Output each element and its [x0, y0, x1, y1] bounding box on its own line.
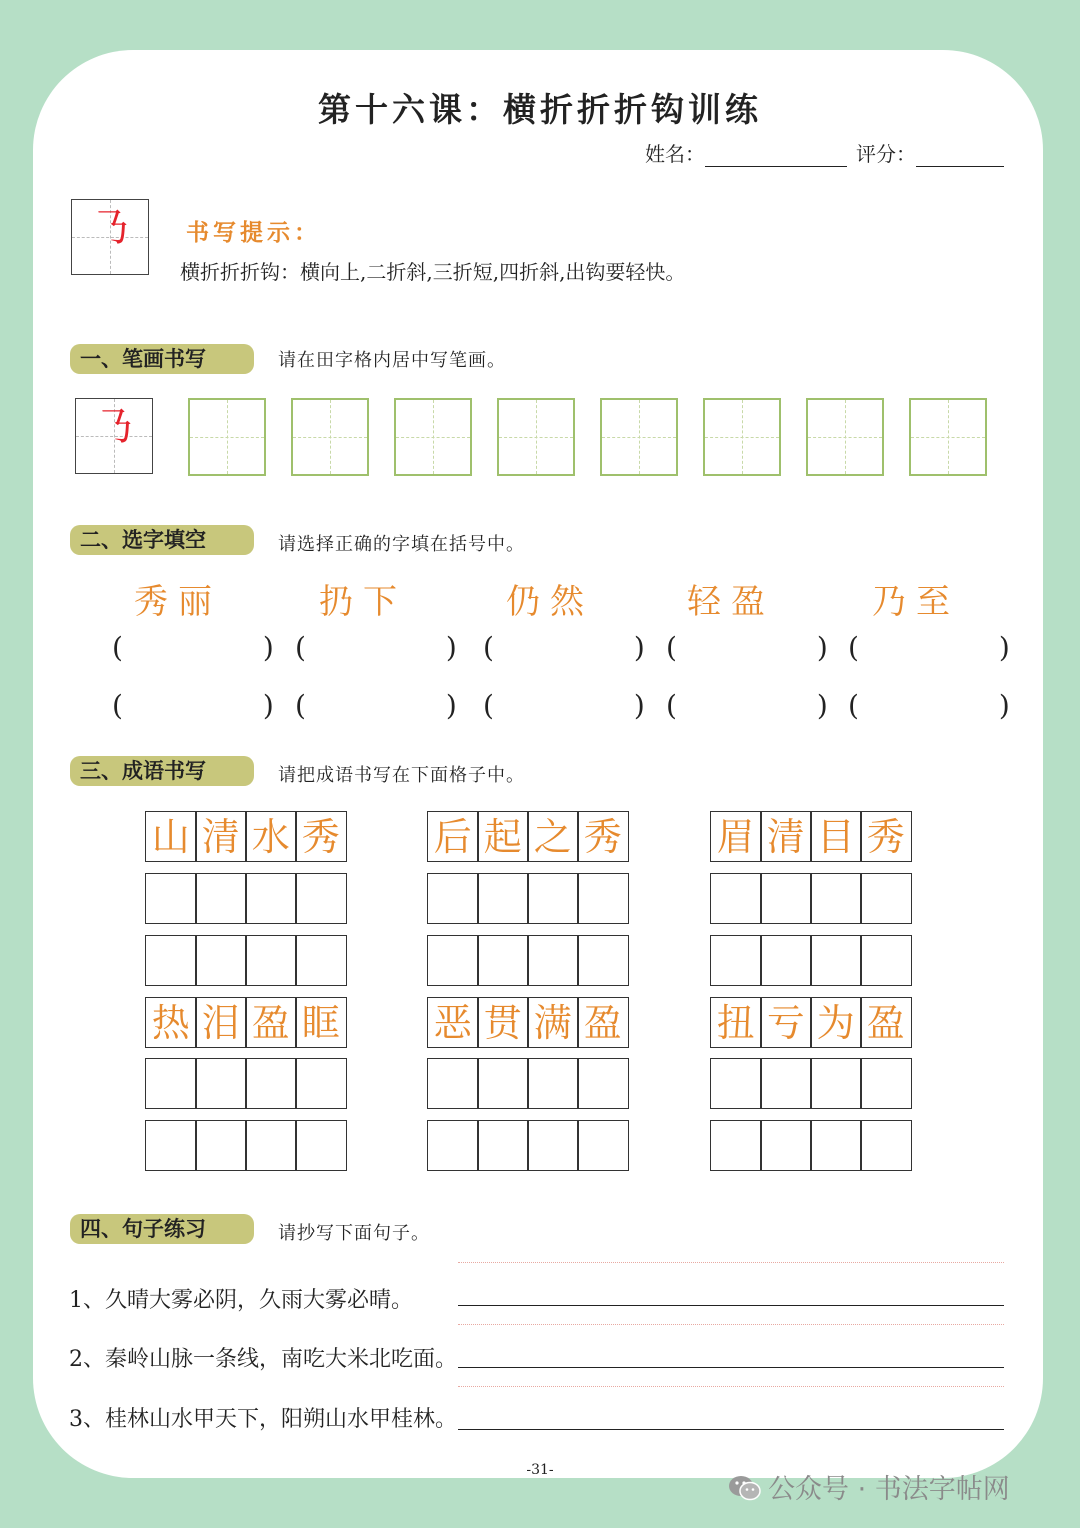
word-choice: 仍然: [506, 582, 594, 622]
practice-cell[interactable]: [477, 873, 529, 924]
practice-grid-box[interactable]: [909, 398, 987, 476]
practice-cell[interactable]: [145, 873, 197, 924]
writing-line[interactable]: [458, 1262, 1004, 1306]
practice-cell[interactable]: [295, 1058, 347, 1109]
practice-grid-box[interactable]: [188, 398, 266, 476]
idiom-row: [710, 811, 912, 862]
practice-cell[interactable]: [527, 1058, 579, 1109]
practice-grid-box[interactable]: [394, 398, 472, 476]
practice-cell[interactable]: [145, 1120, 197, 1171]
idiom-char: 秀: [295, 811, 347, 862]
answer-paren[interactable]: ( ): [666, 631, 828, 664]
practice-grid-box[interactable]: [703, 398, 781, 476]
section-1-instruction: 请在田字格内居中写笔画。: [278, 350, 506, 371]
wechat-icon: [728, 1474, 762, 1502]
idiom-char: 盈: [245, 997, 297, 1048]
watermark: [728, 1467, 1010, 1506]
practice-cell[interactable]: [427, 1058, 479, 1109]
practice-cell[interactable]: [710, 1058, 762, 1109]
stroke-glyph: ㇡: [88, 204, 131, 253]
sentence-3: 3、桂林山水甲天下，阳朔山水甲桂林。: [69, 1407, 457, 1432]
practice-row[interactable]: [427, 1120, 629, 1171]
practice-row[interactable]: [145, 873, 347, 924]
practice-cell[interactable]: [427, 1120, 479, 1171]
idiom-char: 之: [527, 811, 579, 862]
practice-cell[interactable]: [195, 1120, 247, 1171]
practice-cell[interactable]: [195, 935, 247, 986]
practice-cell[interactable]: [295, 1120, 347, 1171]
example-stroke-box: [71, 199, 149, 275]
answer-paren[interactable]: ( ): [112, 689, 274, 722]
idiom-char: 山: [145, 811, 197, 862]
practice-cell[interactable]: [860, 935, 912, 986]
practice-cell[interactable]: [527, 873, 579, 924]
section-4-instruction: 请抄写下面句子。: [278, 1223, 430, 1244]
idiom-char: 热: [145, 997, 197, 1048]
writing-line[interactable]: [458, 1324, 1004, 1368]
idiom-char: 眉: [710, 811, 762, 862]
practice-cell[interactable]: [860, 1058, 912, 1109]
stroke-glyph-sample: ㇡: [92, 403, 135, 452]
idiom-char: 为: [810, 997, 862, 1048]
idiom-char: 后: [427, 811, 479, 862]
idiom-row: [145, 997, 347, 1048]
name-blank[interactable]: [705, 146, 847, 167]
practice-cell[interactable]: [477, 1120, 529, 1171]
practice-cell[interactable]: [577, 1058, 629, 1109]
idiom-char: 清: [195, 811, 247, 862]
practice-cell[interactable]: [810, 935, 862, 986]
idiom-char: 起: [477, 811, 529, 862]
answer-paren[interactable]: ( ): [483, 631, 645, 664]
practice-cell[interactable]: [710, 935, 762, 986]
idiom-row: [427, 997, 629, 1048]
practice-cell[interactable]: [477, 935, 529, 986]
practice-cell[interactable]: [577, 935, 629, 986]
practice-cell[interactable]: [860, 873, 912, 924]
practice-cell[interactable]: [295, 935, 347, 986]
practice-cell[interactable]: [760, 1120, 812, 1171]
word-choice: 乃至: [872, 582, 960, 622]
answer-paren[interactable]: ( ): [295, 689, 457, 722]
idiom-char: 扭: [710, 997, 762, 1048]
practice-row[interactable]: [427, 873, 629, 924]
practice-cell[interactable]: [810, 873, 862, 924]
score-label: 评分：: [856, 142, 916, 166]
answer-paren[interactable]: ( ): [848, 631, 1010, 664]
section-2-instruction: 请选择正确的字填在括号中。: [278, 534, 525, 555]
practice-cell[interactable]: [760, 935, 812, 986]
idiom-char: 秀: [860, 811, 912, 862]
practice-row[interactable]: [710, 1058, 912, 1109]
practice-grid-box[interactable]: [600, 398, 678, 476]
practice-cell[interactable]: [245, 1120, 297, 1171]
practice-cell[interactable]: [145, 1058, 197, 1109]
idiom-char: 盈: [577, 997, 629, 1048]
idiom-row: [145, 811, 347, 862]
score-blank[interactable]: [916, 146, 1004, 167]
practice-cell[interactable]: [527, 1120, 579, 1171]
answer-paren[interactable]: ( ): [112, 631, 274, 664]
sentence-1: 1、久晴大雾必阴，久雨大雾必晴。: [69, 1288, 413, 1313]
practice-row[interactable]: [145, 1058, 347, 1109]
practice-row[interactable]: [427, 935, 629, 986]
word-choice: 秀丽: [134, 582, 222, 622]
practice-cell[interactable]: [295, 873, 347, 924]
practice-cell[interactable]: [527, 935, 579, 986]
idiom-char: 恶: [427, 997, 479, 1048]
practice-row[interactable]: [710, 1120, 912, 1171]
practice-cell[interactable]: [710, 873, 762, 924]
section-1-label: 一、笔画书写: [70, 344, 254, 374]
idiom-char: 目: [810, 811, 862, 862]
practice-cell[interactable]: [710, 1120, 762, 1171]
idiom-char: 满: [527, 997, 579, 1048]
page-title: 第十六课：横折折折钩训练: [318, 90, 762, 129]
practice-cell[interactable]: [245, 935, 297, 986]
practice-row[interactable]: [710, 873, 912, 924]
idiom-char: 泪: [195, 997, 247, 1048]
practice-cell[interactable]: [245, 873, 297, 924]
watermark-text: 公众号 · 书法字帖网: [768, 1474, 1010, 1505]
idiom-char: 清: [760, 811, 812, 862]
section-2-label: 二、选字填空: [70, 525, 254, 555]
idiom-char: 亏: [760, 997, 812, 1048]
practice-cell[interactable]: [860, 1120, 912, 1171]
answer-paren[interactable]: ( ): [848, 689, 1010, 722]
practice-cell[interactable]: [760, 1058, 812, 1109]
answer-paren[interactable]: ( ): [483, 689, 645, 722]
idiom-char: 盈: [860, 997, 912, 1048]
answer-paren[interactable]: ( ): [295, 631, 457, 664]
practice-grid-box[interactable]: [806, 398, 884, 476]
score-field[interactable]: [856, 138, 1004, 167]
section-4-label: 四、句子练习: [70, 1214, 254, 1244]
practice-cell[interactable]: [195, 1058, 247, 1109]
tip-title: 书写提示：: [186, 220, 321, 246]
practice-grid-box[interactable]: [497, 398, 575, 476]
practice-row[interactable]: [427, 1058, 629, 1109]
practice-cell[interactable]: [245, 1058, 297, 1109]
practice-cell[interactable]: [577, 1120, 629, 1171]
practice-cell[interactable]: [577, 873, 629, 924]
practice-cell[interactable]: [477, 1058, 529, 1109]
practice-cell[interactable]: [427, 935, 479, 986]
idiom-row: [427, 811, 629, 862]
stroke-sample-box: [75, 398, 153, 474]
answer-paren[interactable]: ( ): [666, 689, 828, 722]
practice-row[interactable]: [710, 935, 912, 986]
idiom-char: 贯: [477, 997, 529, 1048]
section-3-instruction: 请把成语书写在下面格子中。: [278, 765, 525, 786]
idiom-row: [710, 997, 912, 1048]
idiom-char: 秀: [577, 811, 629, 862]
sentence-2: 2、秦岭山脉一条线，南吃大米北吃面。: [69, 1347, 457, 1372]
idiom-char: 水: [245, 811, 297, 862]
practice-row[interactable]: [145, 935, 347, 986]
tip-text: 横折折折钩：横向上,二折斜,三折短,四折斜,出钩要轻快。: [180, 260, 686, 284]
practice-cell[interactable]: [810, 1120, 862, 1171]
page-number: -31-: [526, 1462, 554, 1478]
practice-cell[interactable]: [810, 1058, 862, 1109]
idiom-char: 眶: [295, 997, 347, 1048]
practice-cell[interactable]: [760, 873, 812, 924]
practice-row[interactable]: [145, 1120, 347, 1171]
name-field[interactable]: [645, 138, 847, 167]
section-3-label: 三、成语书写: [70, 756, 254, 786]
practice-cell[interactable]: [427, 873, 479, 924]
practice-cell[interactable]: [145, 935, 197, 986]
practice-grid-box[interactable]: [291, 398, 369, 476]
name-label: 姓名：: [645, 142, 705, 166]
word-choice: 扔下: [319, 582, 407, 622]
word-choice: 轻盈: [687, 582, 775, 622]
writing-line[interactable]: [458, 1386, 1004, 1430]
practice-cell[interactable]: [195, 873, 247, 924]
